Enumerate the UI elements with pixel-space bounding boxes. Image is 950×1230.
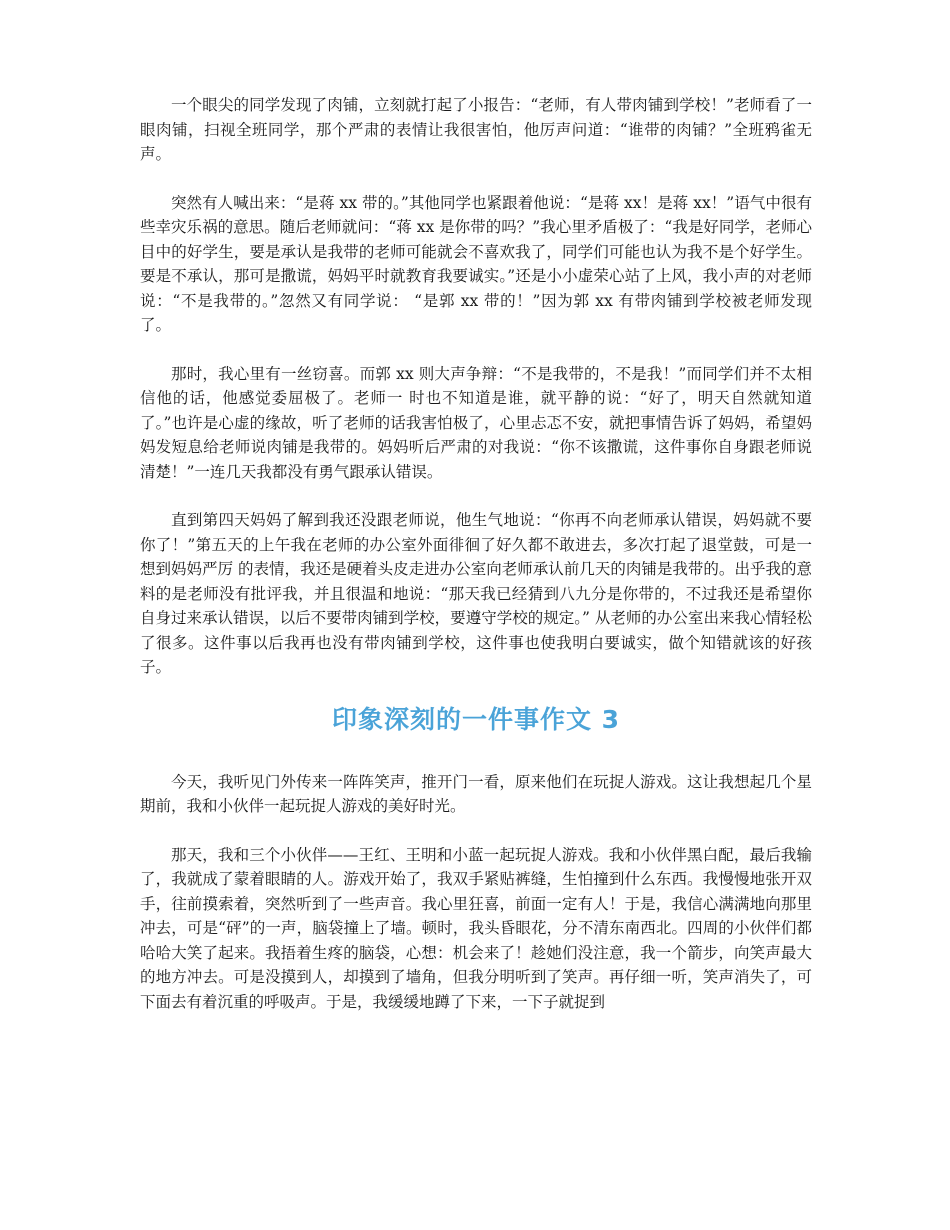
paragraph: 那时，我心里有一丝窃喜。而郭 xx 则大声争辩：“不是我带的，不是我！”而同学们并不太相信他的话，他感觉委屈极了。老师一 时也不知道是谁，就平静的说：“好了，明天自然就知道了。”也许是心虚的缘故，听了老师的话我害怕极了，心里忐忑不安，就把事情告诉了妈妈，希望妈妈发短息给老师说肉铺是我带的。妈妈听后严肃的对我说：“你不该撒谎，这件事你自身跟老师说清楚！”一连几天我都没有勇气跟承认错误。 [140, 364, 812, 481]
section-heading: 印象深刻的一件事作文 3 [331, 704, 621, 734]
paragraph: 今天，我听见门外传来一阵阵笑声，推开门一看，原来他们在玩捉人游戏。这让我想起几个星期前，我和小伙伴一起玩捉人游戏的美好时光。 [140, 772, 812, 815]
paragraph: 那天，我和三个小伙伴——王红、王明和小蓝一起玩捉人游戏。我和小伙伴黑白配，最后我输了，我就成了蒙着眼睛的人。游戏开始了，我双手紧贴裤缝，生怕撞到什么东西。我慢慢地张开双手，往前摸索着，突然听到了一些声音。我心里狂喜，前面一定有人！于是，我信心满满地向那里冲去，可是“砰”的一声，脑袋撞上了墙。顿时，我头昏眼花，分不清东南西北。四周的小伙伴们都哈哈大笑了起来。我捂着生疼的脑袋，心想：机会来了！趁她们没注意，我一个箭步，向笑声最大的地方冲去。可是没摸到人，却摸到了墙角，但我分明听到了笑声。再仔细一听，笑声消失了，可下面去有着沉重的呼吸声。于是，我缓缓地蹲了下来，一下子就捉到 [140, 845, 812, 1011]
paragraph: 一个眼尖的同学发现了肉铺，立刻就打起了小报告：“老师，有人带肉铺到学校！”老师看了一眼肉铺，扫视全班同学，那个严肃的表情让我很害怕，他厉声问道：“谁带的肉铺？”全班鸦雀无声。 [140, 96, 812, 163]
paragraph: 突然有人喊出来：“是蒋 xx 带的。”其他同学也紧跟着他说：“是蒋 xx！是蒋 xx！”语气中很有些幸灾乐祸的意思。随后老师就问：“蒋 xx 是你带的吗？”我心里矛盾极了：“我是好同学，老师心目中的好学生，要是承认是我带的老师可能就会不喜欢我了，同学们可能也认为我不是个好学生。要是不承认，那可是撒谎，妈妈平时就教育我要诚实。”还是小小虚荣心站了上风，我小声的对老师说：“不是我带的。”忽然又有同学说： “是郭 xx 带的！”因为郭 xx 有带肉铺到学校被老师发现了。 [140, 193, 812, 334]
document-page [140, 93, 812, 1038]
paragraph: 直到第四天妈妈了解到我还没跟老师说，他生气地说：“你再不向老师承认错误，妈妈就不要你了！”第五天的上午我在老师的办公室外面徘徊了好久都不敢进去，多次打起了退堂鼓，可是一想到妈妈严厉 的表情，我还是硬着头皮走进办公室向老师承认前几天的肉铺是我带的。出乎我的意料的是老师没有批评我，并且很温和地说：“那天我已经猜到八九分是你带的，不过我还是希望你自身过来承认错误，以后不要带肉铺到学校，要遵守学校的规定。” 从老师的办公室出来我心情轻松了很多。这件事以后我再也没有带肉铺到学校，这件事也使我明白要诚实，做个知错就该的好孩子。 [140, 511, 812, 676]
